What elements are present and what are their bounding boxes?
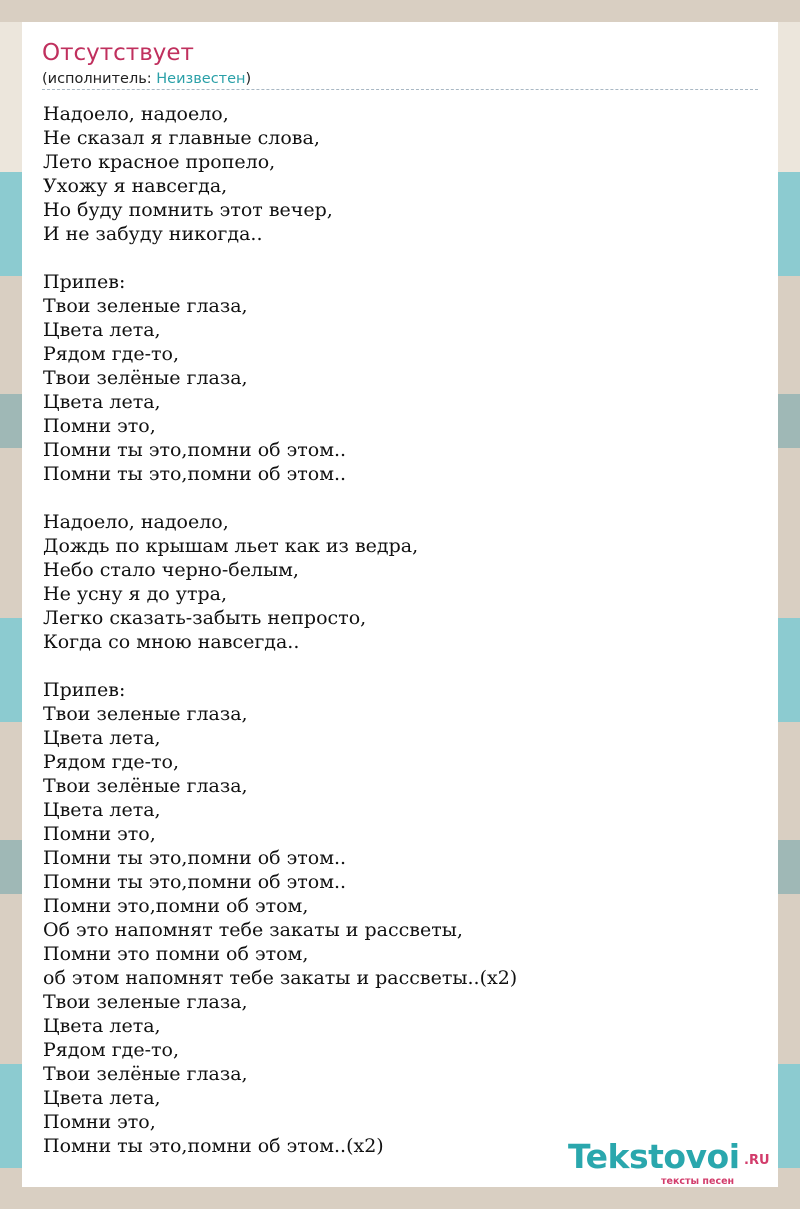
lyric-line: Цвета лета, — [43, 1015, 161, 1037]
lyric-line — [43, 246, 743, 270]
lyric-line: Твои зелёные глаза, — [43, 1063, 248, 1085]
lyric-line: Дождь по крышам льет как из ведра, — [43, 535, 419, 557]
lyric-line: Рядом где-то, — [43, 751, 180, 773]
lyric-line: Твои зеленые глаза, — [43, 991, 248, 1013]
logo-tld: .RU — [744, 1153, 770, 1168]
lyric-line: Цвета лета, — [43, 1087, 161, 1109]
lyric-line: Ухожу я навсегда, — [43, 175, 228, 197]
lyric-line: Твои зеленые глаза, — [43, 703, 248, 725]
logo-tagline: тексты песен — [661, 1176, 735, 1187]
lyric-line: Припев: — [43, 679, 126, 701]
lyric-line: Помни ты это,помни об этом.. — [43, 847, 347, 869]
lyric-line: Помни ты это,помни об этом.. — [43, 463, 347, 485]
artist-link[interactable]: Неизвестен — [156, 71, 246, 87]
lyric-line: Помни ты это,помни об этом.. — [43, 439, 347, 461]
lyric-line: об этом напомнят тебе закаты и рассветы..(x2) — [43, 967, 518, 989]
lyric-line: Помни это,помни об этом, — [43, 895, 309, 917]
lyric-line: Твои зеленые глаза, — [43, 295, 248, 317]
title-divider — [42, 89, 758, 90]
lyric-line: Надоело, надоело, — [43, 511, 229, 533]
lyric-line: Цвета лета, — [43, 799, 161, 821]
lyric-line: Цвета лета, — [43, 319, 161, 341]
lyric-line — [43, 654, 743, 678]
site-logo[interactable] — [568, 1137, 778, 1190]
lyric-line: Легко сказать-забыть непросто, — [43, 607, 367, 629]
byline-suffix: ) — [245, 71, 252, 87]
lyric-line: И не забуду никогда.. — [43, 223, 263, 245]
lyric-line: Твои зелёные глаза, — [43, 775, 248, 797]
lyric-line: Но буду помнить этот вечер, — [43, 199, 333, 221]
bg-stripe — [0, 0, 800, 22]
lyric-line: Лето красное пропело, — [43, 151, 276, 173]
artist-byline — [42, 71, 251, 88]
lyric-line: Надоело, надоело, — [43, 103, 229, 125]
byline-prefix: (исполнитель: — [42, 71, 157, 87]
lyric-line: Цвета лета, — [43, 391, 161, 413]
lyric-line: Помни ты это,помни об этом..(x2) — [43, 1135, 384, 1157]
lyric-line: Рядом где-то, — [43, 343, 180, 365]
lyric-line: Помни ты это,помни об этом.. — [43, 871, 347, 893]
lyric-line: Когда со мною навсегда.. — [43, 631, 300, 653]
lyric-line: Припев: — [43, 271, 126, 293]
lyrics-card — [22, 22, 778, 1187]
lyric-line: Об это напомнят тебе закаты и рассветы, — [43, 919, 463, 941]
lyric-line: Твои зелёные глаза, — [43, 367, 248, 389]
lyric-line: Помни это, — [43, 1111, 156, 1133]
lyric-line: Не усну я до утра, — [43, 583, 227, 605]
lyric-line: Помни это, — [43, 415, 156, 437]
logo-name: Tekstovoi — [568, 1137, 740, 1176]
lyric-line: Не сказал я главные слова, — [43, 127, 320, 149]
lyric-line — [43, 486, 743, 510]
lyric-line: Рядом где-то, — [43, 1039, 180, 1061]
lyric-line: Цвета лета, — [43, 727, 161, 749]
lyrics-text — [43, 102, 743, 1158]
lyric-line: Помни это, — [43, 823, 156, 845]
lyric-line: Небо стало черно-белым, — [43, 559, 299, 581]
lyric-line: Помни это помни об этом, — [43, 943, 309, 965]
song-title: Отсутствует — [42, 40, 194, 66]
